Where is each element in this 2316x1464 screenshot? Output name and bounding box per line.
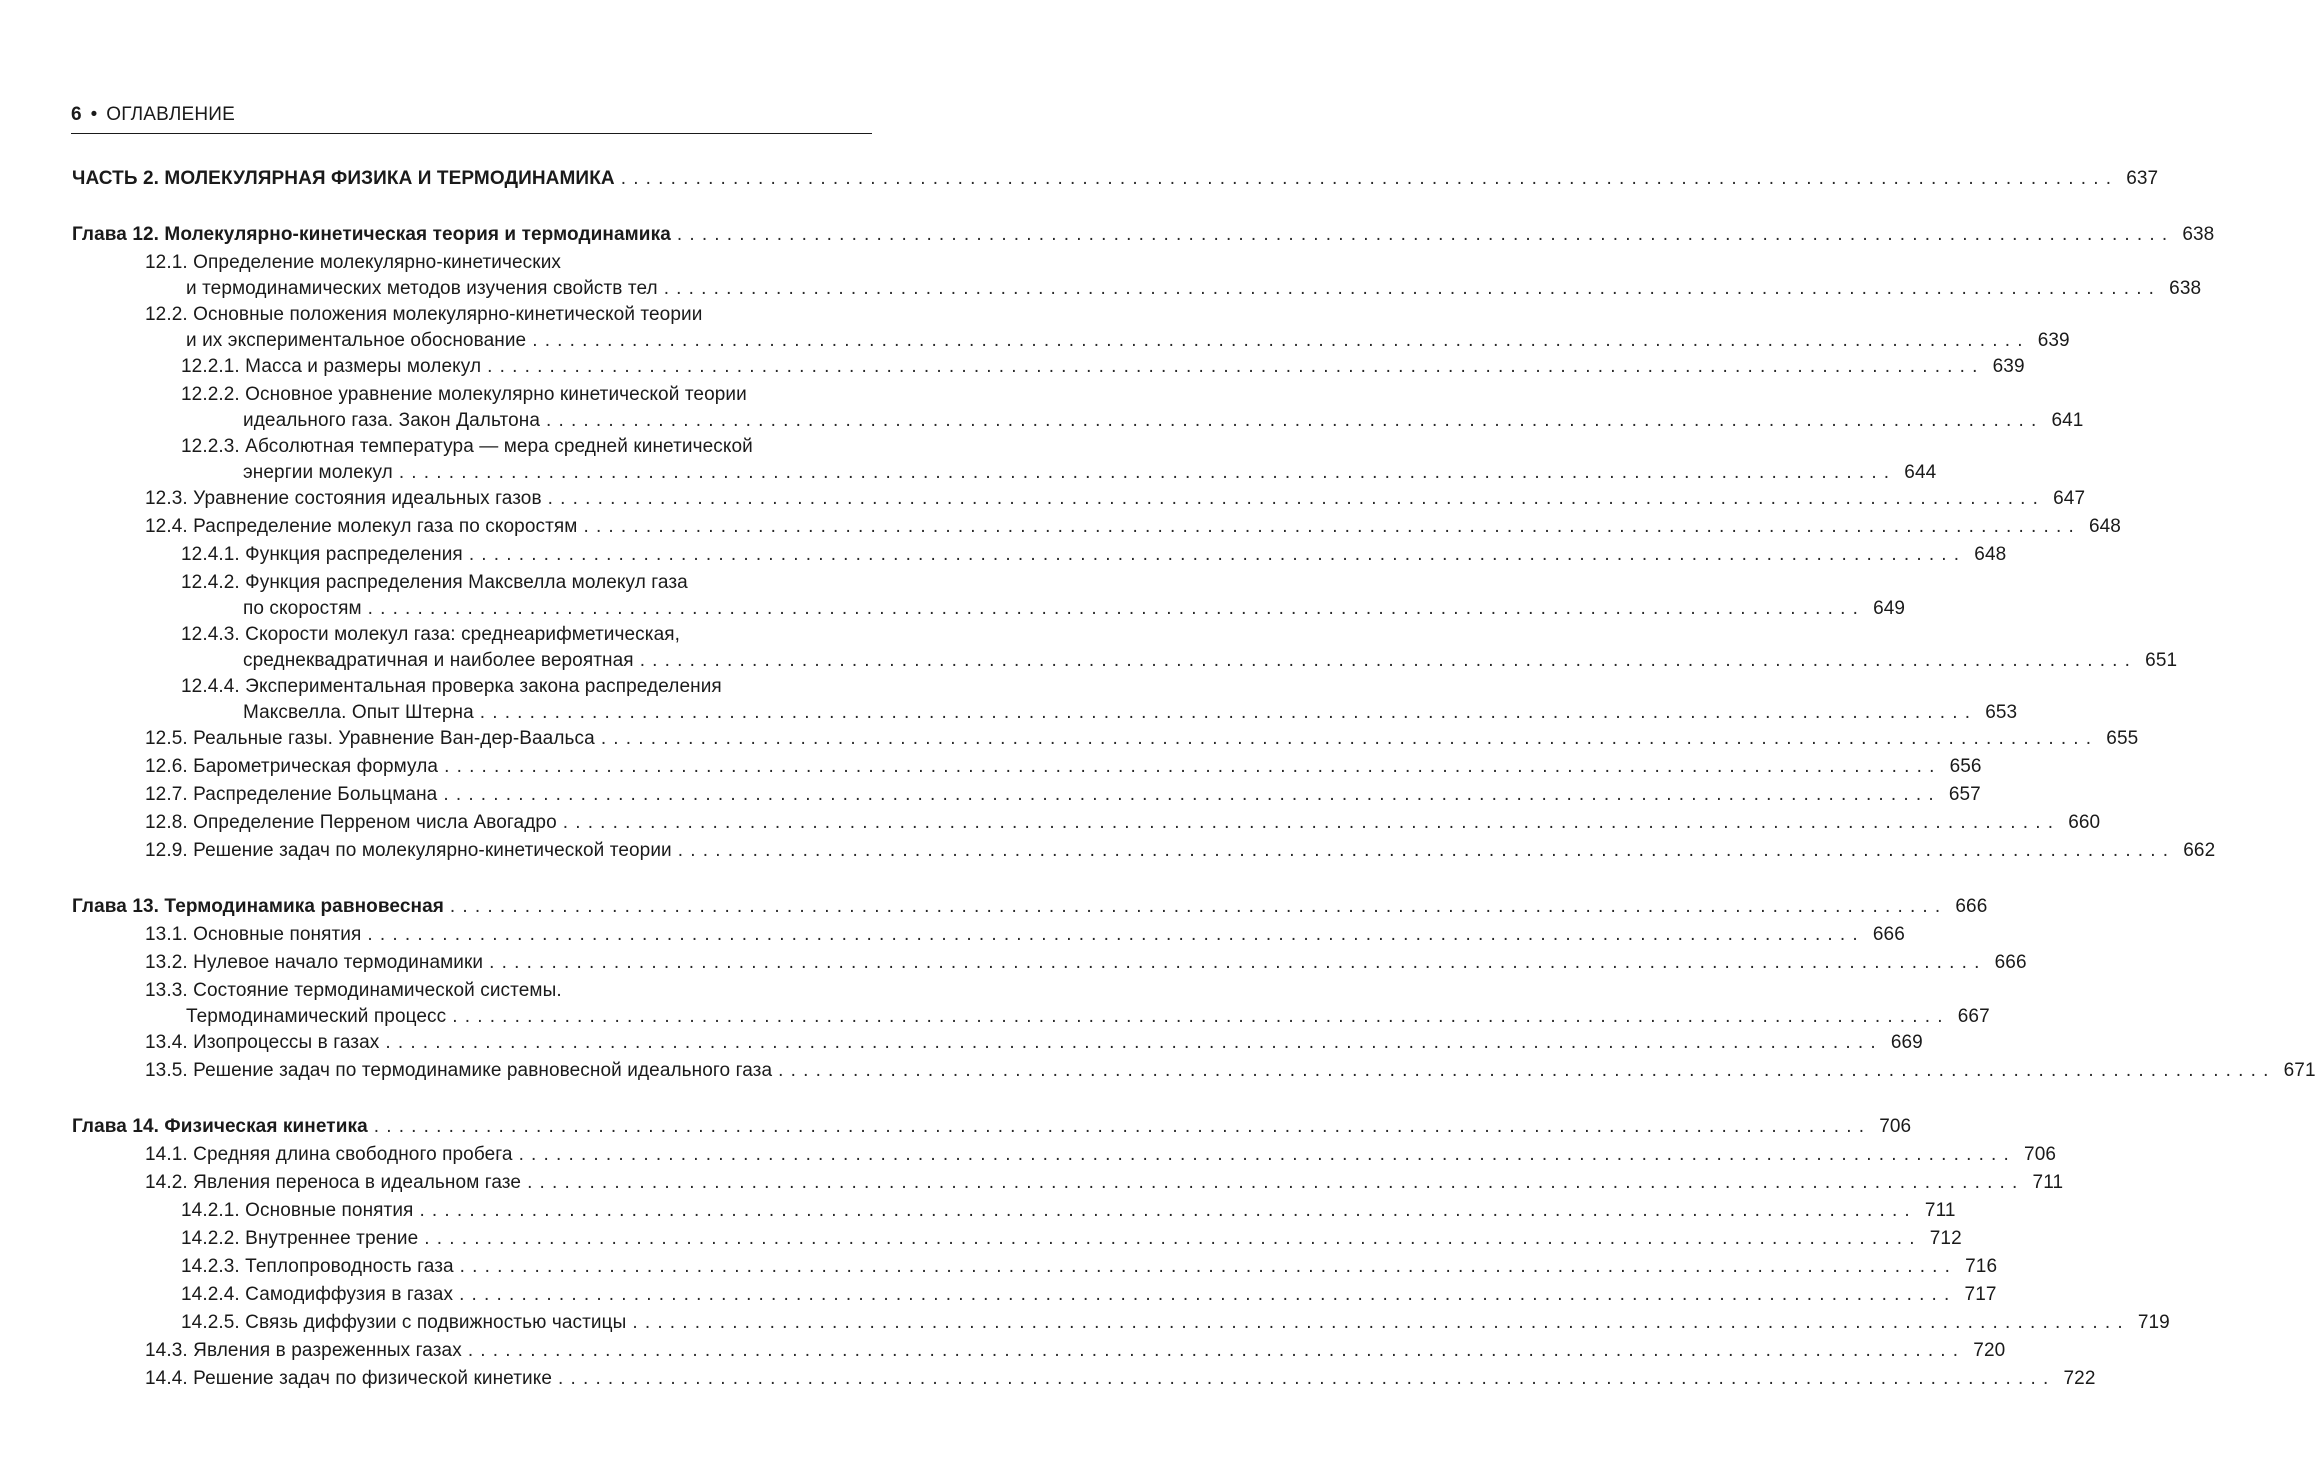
dot-leader: ........................................................................................................................ <box>677 840 2176 861</box>
toc-entry-title-line: 12.2.1. Масса и размеры молекул <box>181 356 482 377</box>
dot-leader: ........................................................................................................................ <box>583 516 2081 537</box>
toc-entry-title-line: 12.4.1. Функция распределения <box>181 544 463 565</box>
toc-entry <box>181 1226 1962 1252</box>
dot-leader: ........................................................................................................................ <box>367 924 1865 945</box>
toc-entry-page: 660 <box>2068 812 2101 833</box>
toc-entry <box>72 166 2159 192</box>
toc-entry-title-line: среднеквадратичная и наиболее вероятная <box>243 650 634 671</box>
toc-entry <box>181 542 2007 568</box>
dot-leader: ........................................................................................................................ <box>452 1006 1950 1027</box>
dot-leader: ........................................................................................................................ <box>778 1060 2276 1081</box>
toc-entry-page: 666 <box>1994 952 2027 973</box>
dot-leader: ........................................................................................................................ <box>547 488 2046 509</box>
toc-entry-title-line: 14.3. Явления в разреженных газах <box>145 1340 462 1361</box>
toc-entry <box>72 894 1988 920</box>
toc-entry-page: 711 <box>1924 1200 1956 1221</box>
dot-leader: ........................................................................................................................ <box>398 462 1897 483</box>
toc-entry-title-line: 14.4. Решение задач по физической кинетике <box>145 1368 553 1389</box>
toc-entry <box>145 1030 1923 1056</box>
toc-entry <box>145 1366 2096 1392</box>
toc-entry-page: 644 <box>1904 462 1937 483</box>
toc-entry-title-line: 12.6. Барометрическая формула <box>145 756 439 777</box>
toc-entry-page: 655 <box>2106 728 2139 749</box>
toc-entry-page: 722 <box>2063 1368 2096 1389</box>
toc-entry <box>145 514 2121 540</box>
toc-entry-page: 716 <box>1965 1256 1998 1277</box>
toc-entry <box>181 382 2084 434</box>
dot-leader: ........................................................................................................................ <box>467 1340 1966 1361</box>
toc-entry <box>181 1282 1997 1308</box>
running-header <box>71 102 872 134</box>
toc-entry-page: 638 <box>2182 224 2215 245</box>
toc-entry <box>181 1310 2170 1336</box>
dot-leader: ........................................................................................................................ <box>527 1172 2025 1193</box>
toc-entry-page: 717 <box>1964 1284 1997 1305</box>
toc-entry <box>145 302 2070 354</box>
toc-entry-title-line: 12.7. Распределение Больцмана <box>145 784 438 805</box>
dot-leader: ........................................................................................................................ <box>459 1256 1958 1277</box>
toc-entry-title-line: 12.4.4. Экспериментальная проверка закона распределения <box>181 676 722 697</box>
dot-leader: ........................................................................................................................ <box>639 650 2138 671</box>
toc-entry <box>145 922 1905 948</box>
dot-leader: ........................................................................................................................ <box>479 702 1978 723</box>
dot-leader: ........................................................................................................................ <box>487 356 1985 377</box>
toc-entry-title-line: 13.1. Основные понятия <box>145 924 362 945</box>
toc-entry <box>145 838 2216 864</box>
toc-entry <box>181 622 2178 674</box>
toc-entry <box>145 726 2139 752</box>
dot-leader: ........................................................................................................................ <box>632 1312 2130 1333</box>
dot-leader: ........................................................................................................................ <box>558 1368 2056 1389</box>
toc-entry-page: 648 <box>2088 516 2121 537</box>
toc-entry-title-line: 14.2.5. Связь диффузии с подвижностью частицы <box>181 1312 627 1333</box>
page-number: 6 <box>71 104 82 125</box>
toc-entry-title-line: энергии молекул <box>243 462 393 483</box>
header-title: ОГЛАВЛЕНИЕ <box>106 104 236 125</box>
toc-entry-title-line: Глава 14. Физическая кинетика <box>72 1116 368 1137</box>
toc-entry-title-line: 13.3. Состояние термодинамической системы. <box>145 980 562 1001</box>
toc-entry <box>72 1114 1912 1140</box>
toc-entry-page: 666 <box>1955 896 1988 917</box>
toc-entry <box>72 222 2215 248</box>
toc-entry-title-line: 14.2.2. Внутреннее трение <box>181 1228 419 1249</box>
toc-entry <box>145 1058 2316 1084</box>
toc-entry-page: 647 <box>2053 488 2086 509</box>
toc-entry-title-line: 13.5. Решение задач по термодинамике равновесной идеального газа <box>145 1060 773 1081</box>
dot-leader: ........................................................................................................................ <box>424 1228 1922 1249</box>
toc-entry-title-line: 12.5. Реальные газы. Уравнение Ван-дер-Ваальса <box>145 728 595 749</box>
dot-leader: ........................................................................................................................ <box>373 1116 1872 1137</box>
toc-entry-page: 706 <box>1879 1116 1912 1137</box>
header-separator: • <box>90 104 98 125</box>
dot-leader: ........................................................................................................................ <box>562 812 2061 833</box>
toc-entry-page: 720 <box>1973 1340 2006 1361</box>
toc-entry <box>145 486 2086 512</box>
toc-entry <box>145 1338 2006 1364</box>
dot-leader: ........................................................................................................................ <box>419 1200 1917 1221</box>
toc-entry-page: 666 <box>1872 924 1905 945</box>
toc-entry-page: 641 <box>2051 410 2084 431</box>
dot-leader: ........................................................................................................................ <box>468 544 1967 565</box>
toc-entry-title-line: Максвелла. Опыт Штерна <box>243 702 474 723</box>
toc-entry-title-line: 13.2. Нулевое начало термодинамики <box>145 952 484 973</box>
toc-entry-page: 711 <box>2032 1172 2064 1193</box>
dot-leader: ........................................................................................................................ <box>518 1144 2017 1165</box>
toc-entry-page: 639 <box>1992 356 2025 377</box>
toc-entry <box>145 978 1990 1030</box>
toc-entry-title-line: 14.2.4. Самодиффузия в газах <box>181 1284 454 1305</box>
toc-entry-page: 657 <box>1948 784 1981 805</box>
toc-entry <box>145 1142 2057 1168</box>
dot-leader: ........................................................................................................................ <box>444 756 1942 777</box>
toc-entry <box>181 570 1906 622</box>
toc-entry-title-line: 12.2.2. Основное уравнение молекулярно кинетической теории <box>181 384 747 405</box>
toc-entry-title-line: ЧАСТЬ 2. МОЛЕКУЛЯРНАЯ ФИЗИКА И ТЕРМОДИНАМИКА <box>72 168 615 189</box>
toc-entry-title-line: 12.4.2. Функция распределения Максвелла молекул газа <box>181 572 688 593</box>
toc-entry <box>181 674 2018 726</box>
toc-entry <box>181 1254 1998 1280</box>
toc-entry-page: 649 <box>1873 598 1906 619</box>
toc-entry-page: 719 <box>2137 1312 2170 1333</box>
toc-entry-page: 656 <box>1949 756 1982 777</box>
dot-leader: ........................................................................................................................ <box>600 728 2099 749</box>
toc-entry-page: 669 <box>1890 1032 1923 1053</box>
toc-entry-title-line: идеального газа. Закон Дальтона <box>243 410 540 431</box>
toc-entry-page: 637 <box>2126 168 2159 189</box>
dot-leader: ........................................................................................................................ <box>449 896 1948 917</box>
toc-entry-page: 638 <box>2169 278 2202 299</box>
dot-leader: ........................................................................................................................ <box>385 1032 1883 1053</box>
dot-leader: ........................................................................................................................ <box>663 278 2162 299</box>
toc-entry-title-line: и термодинамических методов изучения свойств тел <box>186 278 658 299</box>
toc-entry-page: 662 <box>2183 840 2216 861</box>
toc-entry-page: 667 <box>1957 1006 1990 1027</box>
dot-leader: ........................................................................................................................ <box>676 224 2175 245</box>
toc-entry-title-line: 12.4. Распределение молекул газа по скоростям <box>145 516 578 537</box>
toc-entry-title-line: 12.3. Уравнение состояния идеальных газов <box>145 488 542 509</box>
toc-entry-title-line: 12.2.3. Абсолютная температура — мера средней кинетической <box>181 436 753 457</box>
toc-entry-title-line: 12.1. Определение молекулярно-кинетических <box>145 252 562 273</box>
toc-entry-page: 706 <box>2024 1144 2057 1165</box>
dot-leader: ........................................................................................................................ <box>532 330 2030 351</box>
toc-entry <box>145 1170 2064 1196</box>
toc-entry <box>145 950 2027 976</box>
toc-entry-title-line: Глава 13. Термодинамика равновесная <box>72 896 444 917</box>
toc-entry <box>181 1198 1956 1224</box>
toc-entry-page: 712 <box>1929 1228 1962 1249</box>
toc-entry <box>181 434 1937 486</box>
toc-entry <box>145 754 1982 780</box>
toc-entry <box>145 782 1981 808</box>
toc-entry-page: 639 <box>2037 330 2070 351</box>
toc-entry-page: 651 <box>2145 650 2178 671</box>
toc-entry-title-line: 12.9. Решение задач по молекулярно-кинетической теории <box>145 840 672 861</box>
dot-leader: ........................................................................................................................ <box>546 410 2044 431</box>
toc-entry-title-line: 14.2.1. Основные понятия <box>181 1200 414 1221</box>
toc-entry <box>145 810 2101 836</box>
toc-entry-title-line: 12.8. Определение Перреном числа Авогадро <box>145 812 557 833</box>
toc-entry-title-line: 13.4. Изопроцессы в газах <box>145 1032 380 1053</box>
dot-leader: ........................................................................................................................ <box>620 168 2119 189</box>
toc-entry-title-line: 12.2. Основные положения молекулярно-кинетической теории <box>145 304 703 325</box>
toc-entry-page: 653 <box>1985 702 2018 723</box>
toc-entry-title-line: 14.2. Явления переноса в идеальном газе <box>145 1172 522 1193</box>
toc-entry-title-line: 14.1. Средняя длина свободного пробега <box>145 1144 513 1165</box>
dot-leader: ........................................................................................................................ <box>443 784 1941 805</box>
dot-leader: ........................................................................................................................ <box>489 952 1987 973</box>
toc-entry-title-line: и их экспериментальное обоснование <box>186 330 527 351</box>
dot-leader: ........................................................................................................................ <box>459 1284 1957 1305</box>
toc-entry-page: 648 <box>1974 544 2007 565</box>
toc-entry-page: 671 <box>2283 1060 2316 1081</box>
toc-entry <box>181 354 2025 380</box>
toc-entry-title-line: Глава 12. Молекулярно-кинетическая теория и термодинамика <box>72 224 671 245</box>
toc-entry-title-line: 14.2.3. Теплопроводность газа <box>181 1256 454 1277</box>
toc-entry <box>145 250 2202 302</box>
toc-entry-title-line: 12.4.3. Скорости молекул газа: среднеарифметическая, <box>181 624 681 645</box>
dot-leader: ........................................................................................................................ <box>367 598 1866 619</box>
toc-entry-title-line: по скоростям <box>243 598 362 619</box>
toc-entry-title-line: Термодинамический процесс <box>186 1006 447 1027</box>
